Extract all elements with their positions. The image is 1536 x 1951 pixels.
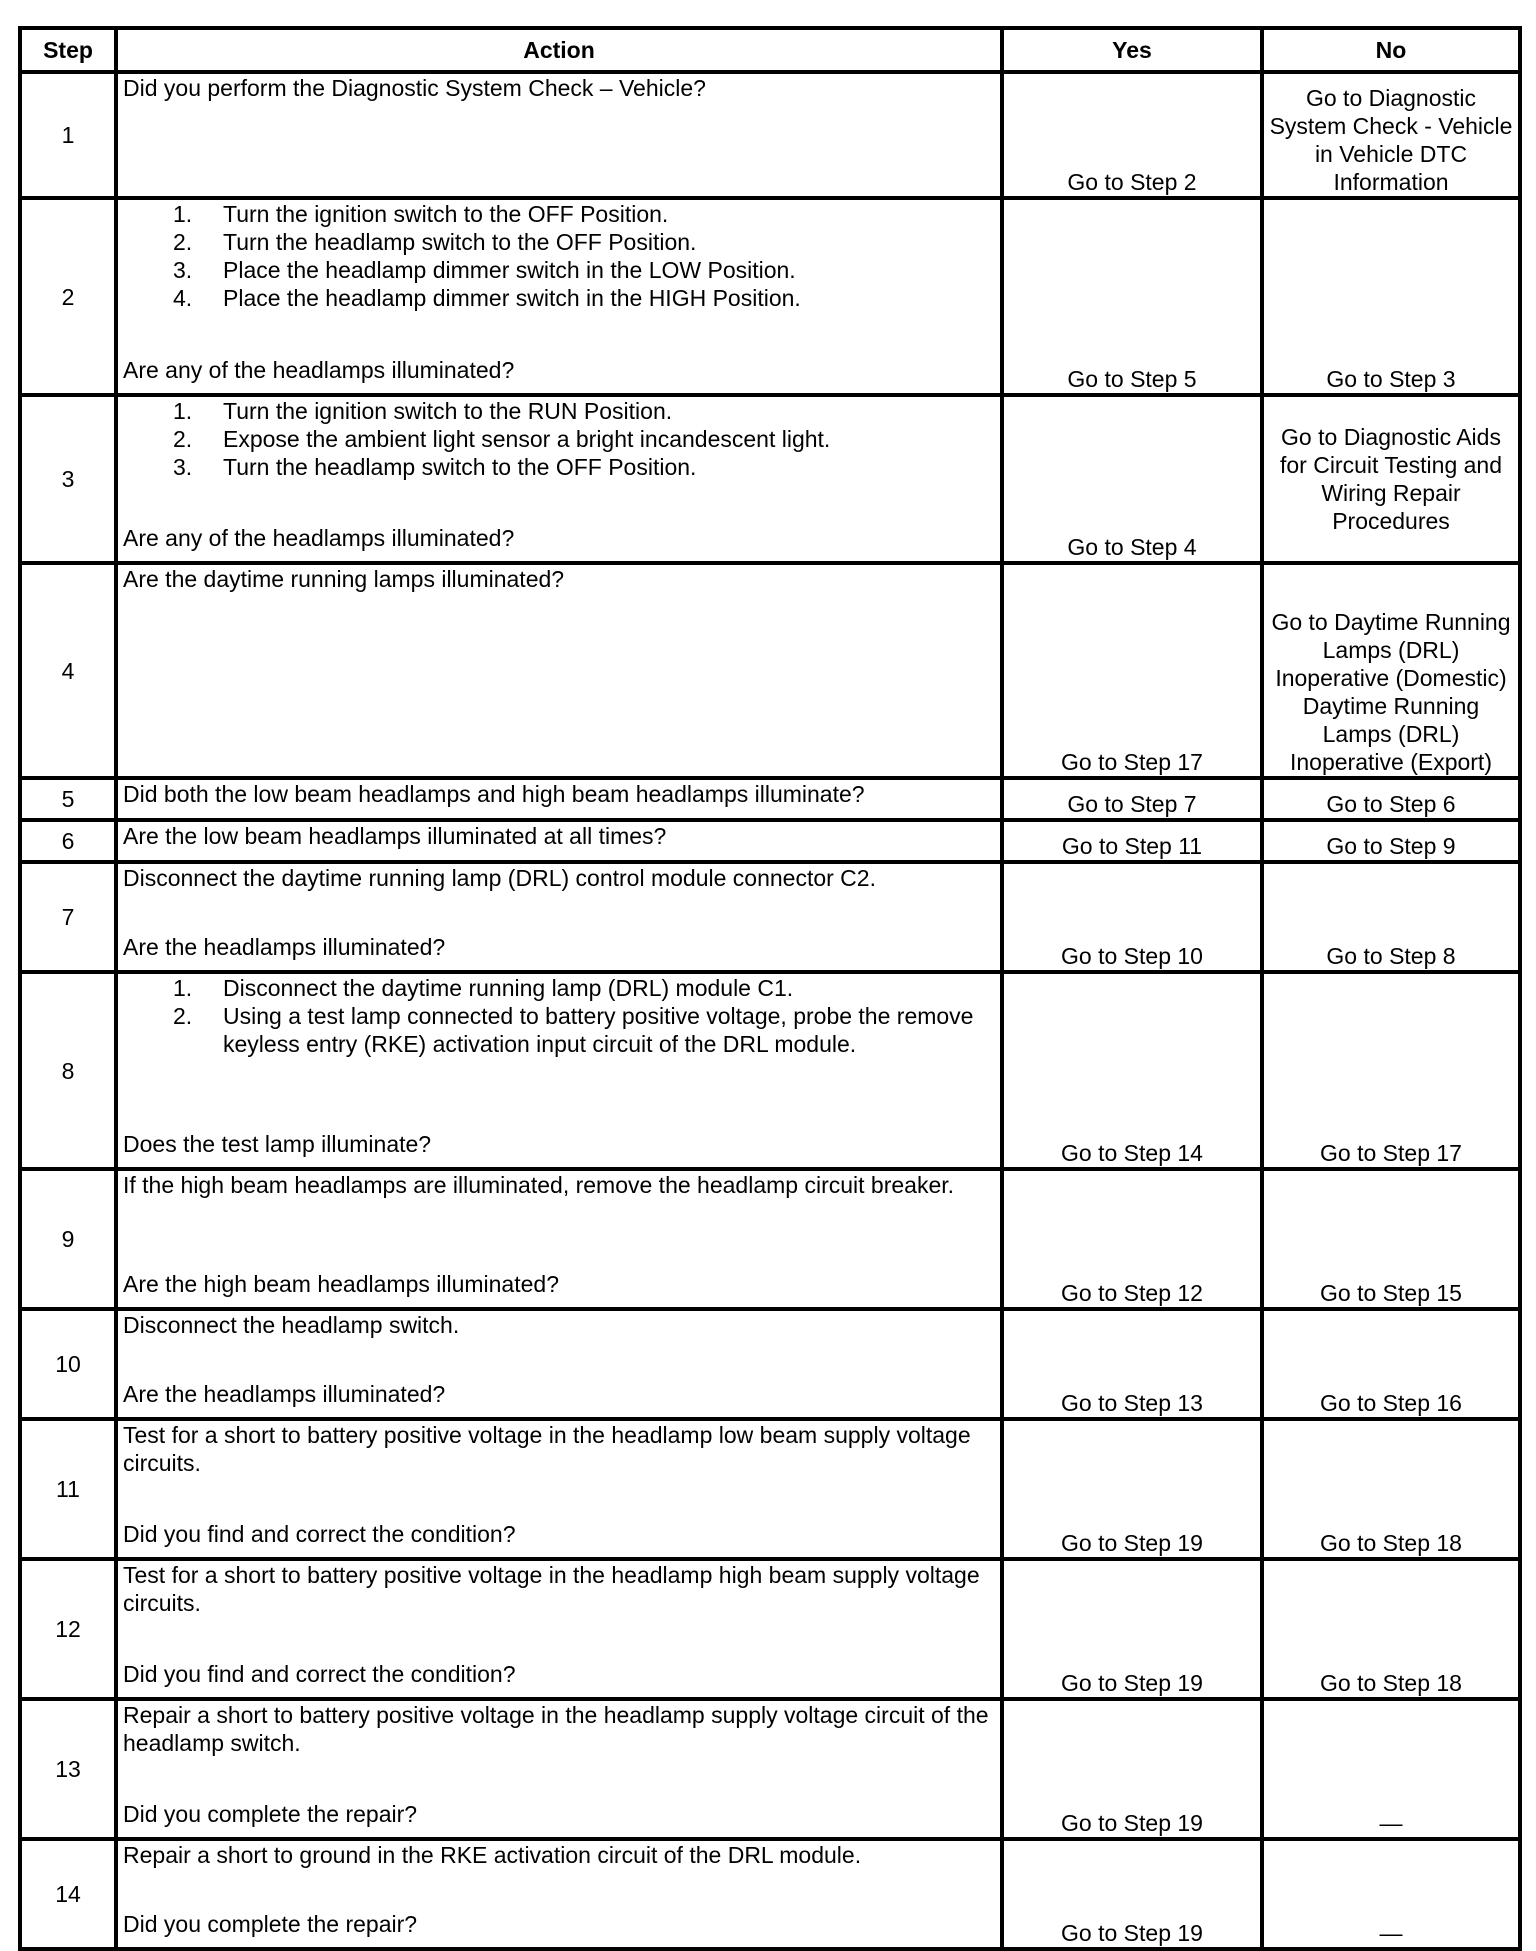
table-body (20, 72, 1520, 1949)
action-cell (116, 1309, 1002, 1419)
action-step-item (173, 425, 995, 453)
action-step-number: 3. (173, 257, 193, 283)
no-cell: Go to Diagnostic System Check - Vehicle in Vehicle DTC Information (1262, 72, 1520, 198)
action-cell (116, 1559, 1002, 1699)
yes-cell: Go to Step 13 (1002, 1309, 1262, 1419)
action-text: Test for a short to battery positive voltage in the headlamp high beam supply voltage circuits. (123, 1562, 980, 1616)
no-cell: Go to Step 15 (1262, 1169, 1520, 1309)
table-row (20, 1419, 1520, 1559)
table-row (20, 778, 1520, 820)
step-number: 11 (20, 1419, 116, 1559)
action-step-item (173, 228, 995, 256)
action-step-number: 2. (173, 229, 193, 255)
action-question: Are the high beam headlamps illuminated? (123, 1271, 559, 1297)
action-cell (116, 1169, 1002, 1309)
table-row (20, 1839, 1520, 1949)
no-cell: Go to Step 8 (1262, 862, 1520, 972)
no-cell: Go to Diagnostic Aids for Circuit Testing and Wiring Repair Procedures (1262, 395, 1520, 563)
action-step-item (173, 284, 995, 312)
action-step-item (173, 974, 995, 1002)
no-cell: Go to Step 3 (1262, 198, 1520, 395)
action-question: Does the test lamp illuminate? (123, 1131, 432, 1157)
table-row (20, 972, 1520, 1169)
step-number: 1 (20, 72, 116, 198)
step-number: 6 (20, 820, 116, 862)
step-number: 8 (20, 972, 116, 1169)
table-row (20, 1699, 1520, 1839)
action-cell (116, 1419, 1002, 1559)
step-number: 3 (20, 395, 116, 563)
action-step-text: Using a test lamp connected to battery positive voltage, probe the remove keyless entry (RKE) activation input circuit of the DRL module. (223, 1003, 974, 1057)
action-text: Test for a short to battery positive voltage in the headlamp low beam supply voltage circuits. (123, 1422, 971, 1476)
action-question: Are any of the headlamps illuminated? (123, 357, 515, 383)
no-cell: Go to Step 9 (1262, 820, 1520, 862)
yes-cell: Go to Step 12 (1002, 1169, 1262, 1309)
action-step-text: Turn the ignition switch to the RUN Position. (223, 398, 673, 424)
action-step-number: 2. (173, 426, 193, 452)
action-question: Did you find and correct the condition? (123, 1661, 516, 1687)
no-cell: — (1262, 1699, 1520, 1839)
no-cell: Go to Daytime Running Lamps (DRL) Inoperative (Domestic) Daytime Running Lamps (DRL) Inoperative (Export) (1262, 563, 1520, 778)
action-question: Did you complete the repair? (123, 1801, 418, 1827)
action-question: Did you complete the repair? (123, 1911, 418, 1937)
action-step-number: 1. (173, 201, 193, 227)
action-steps-list (123, 397, 995, 481)
yes-cell: Go to Step 19 (1002, 1559, 1262, 1699)
action-text: Are the low beam headlamps illuminated at all times? (123, 823, 667, 849)
action-steps-list (123, 974, 995, 1058)
action-text: Disconnect the headlamp switch. (123, 1312, 460, 1338)
yes-cell: Go to Step 2 (1002, 72, 1262, 198)
action-question: Are any of the headlamps illuminated? (123, 525, 515, 551)
step-number: 10 (20, 1309, 116, 1419)
action-text: Did both the low beam headlamps and high beam headlamps illuminate? (123, 781, 865, 807)
action-step-number: 1. (173, 975, 193, 1001)
action-step-text: Turn the headlamp switch to the OFF Position. (223, 229, 697, 255)
action-cell (116, 72, 1002, 198)
step-number: 2 (20, 198, 116, 395)
action-text: If the high beam headlamps are illuminated, remove the headlamp circuit breaker. (123, 1172, 955, 1198)
no-cell: — (1262, 1839, 1520, 1949)
action-cell (116, 198, 1002, 395)
action-step-text: Place the headlamp dimmer switch in the HIGH Position. (223, 285, 801, 311)
action-cell (116, 862, 1002, 972)
action-text: Did you perform the Diagnostic System Check – Vehicle? (123, 75, 706, 101)
yes-cell: Go to Step 19 (1002, 1699, 1262, 1839)
no-cell: Go to Step 18 (1262, 1559, 1520, 1699)
action-question: Did you find and correct the condition? (123, 1521, 516, 1547)
no-cell: Go to Step 18 (1262, 1419, 1520, 1559)
action-cell (116, 778, 1002, 820)
action-step-item (173, 1002, 995, 1058)
action-step-number: 3. (173, 454, 193, 480)
action-step-number: 2. (173, 1003, 193, 1029)
action-cell (116, 820, 1002, 862)
action-steps-list (123, 200, 995, 312)
no-cell: Go to Step 16 (1262, 1309, 1520, 1419)
table-row (20, 1169, 1520, 1309)
table-row (20, 1559, 1520, 1699)
table-row (20, 395, 1520, 563)
table-row (20, 72, 1520, 198)
action-step-text: Place the headlamp dimmer switch in the LOW Position. (223, 257, 796, 283)
yes-cell: Go to Step 17 (1002, 563, 1262, 778)
action-step-text: Turn the headlamp switch to the OFF Position. (223, 454, 697, 480)
table-row (20, 862, 1520, 972)
step-number: 14 (20, 1839, 116, 1949)
table-row (20, 820, 1520, 862)
yes-cell: Go to Step 10 (1002, 862, 1262, 972)
action-cell (116, 1699, 1002, 1839)
header-step: Step (20, 28, 116, 72)
yes-cell: Go to Step 14 (1002, 972, 1262, 1169)
action-text: Repair a short to battery positive voltage in the headlamp supply voltage circuit of the headlamp switch. (123, 1702, 989, 1756)
action-question: Are the headlamps illuminated? (123, 1381, 446, 1407)
action-step-item (173, 453, 995, 481)
action-step-text: Disconnect the daytime running lamp (DRL) module C1. (223, 975, 794, 1001)
yes-cell: Go to Step 7 (1002, 778, 1262, 820)
no-cell: Go to Step 17 (1262, 972, 1520, 1169)
action-step-number: 4. (173, 285, 193, 311)
table-row (20, 1309, 1520, 1419)
step-number: 12 (20, 1559, 116, 1699)
header-action: Action (116, 28, 1002, 72)
action-cell (116, 563, 1002, 778)
step-number: 4 (20, 563, 116, 778)
header-no: No (1262, 28, 1520, 72)
action-step-item (173, 397, 995, 425)
action-step-number: 1. (173, 398, 193, 424)
header-yes: Yes (1002, 28, 1262, 72)
step-number: 13 (20, 1699, 116, 1839)
yes-cell: Go to Step 11 (1002, 820, 1262, 862)
action-cell (116, 395, 1002, 563)
yes-cell: Go to Step 5 (1002, 198, 1262, 395)
action-step-text: Turn the ignition switch to the OFF Position. (223, 201, 669, 227)
yes-cell: Go to Step 19 (1002, 1839, 1262, 1949)
action-question: Are the headlamps illuminated? (123, 934, 446, 960)
action-text: Disconnect the daytime running lamp (DRL) control module connector C2. (123, 865, 876, 891)
yes-cell: Go to Step 4 (1002, 395, 1262, 563)
step-number: 9 (20, 1169, 116, 1309)
yes-cell: Go to Step 19 (1002, 1419, 1262, 1559)
action-cell (116, 1839, 1002, 1949)
step-number: 7 (20, 862, 116, 972)
no-cell: Go to Step 6 (1262, 778, 1520, 820)
header-row (20, 28, 1520, 72)
action-text: Are the daytime running lamps illuminated? (123, 566, 565, 592)
action-text: Repair a short to ground in the RKE activation circuit of the DRL module. (123, 1842, 862, 1868)
table-row (20, 563, 1520, 778)
action-cell (116, 972, 1002, 1169)
step-number: 5 (20, 778, 116, 820)
action-step-item (173, 200, 995, 228)
action-step-text: Expose the ambient light sensor a bright incandescent light. (223, 426, 831, 452)
table-row (20, 198, 1520, 395)
diagnostic-table (18, 26, 1522, 1951)
action-step-item (173, 256, 995, 284)
